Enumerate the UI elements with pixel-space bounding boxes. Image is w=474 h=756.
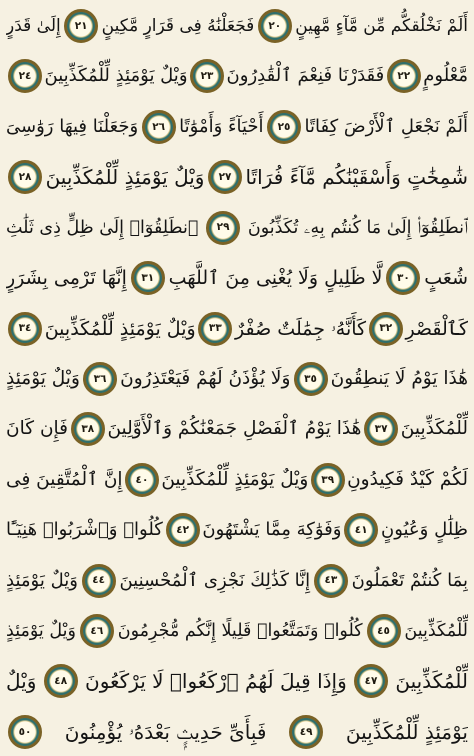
ayah-number-marker <box>125 463 159 497</box>
verse-text: ٱنطَلِقُوٓا۟ إِلَىٰ ظِلٍّ ذِى ثَلَٰثِ <box>6 217 199 238</box>
ayah-number: ٤٥ <box>377 624 390 637</box>
ayah-number-marker <box>82 564 116 598</box>
text-line <box>6 609 468 653</box>
ayah-number-marker <box>258 9 292 43</box>
ayah-number: ٢٧ <box>218 171 232 184</box>
text-line <box>6 307 468 351</box>
verse-text: أَحْيَآءً وَأَمْوَٰتًا <box>179 115 264 137</box>
text-line <box>6 710 468 754</box>
verse-text: إِنَّ ٱلْمُتَّقِينَ فِى <box>6 468 123 490</box>
ayah-number-marker <box>8 160 42 194</box>
ayah-number: ٣٠ <box>396 271 410 284</box>
text-line <box>6 357 468 401</box>
verse-text: وَيْلٌ يَوْمَئِذٍ <box>6 367 80 389</box>
ayah-number-marker <box>354 664 388 698</box>
verse-text: كَٱلْقَصْرِ <box>405 317 468 340</box>
verse-text: وَيْلٌ يَوْمَئِذٍ لِّلْمُكَذِّبِينَ <box>161 468 309 490</box>
ayah-number: ٢٨ <box>18 171 32 184</box>
verse-text: مَّعْلُومٍ <box>423 65 468 87</box>
ayah-number: ٣٨ <box>81 423 95 436</box>
verse-text: إِلَىٰ قَدَرٍ <box>6 16 61 36</box>
ayah-number: ٢٥ <box>277 120 291 133</box>
verse-text: ظِلَٰلٍ وَعُيُونٍ <box>380 519 468 541</box>
ayah-number-marker <box>344 513 378 547</box>
ayah-number: ٢٣ <box>200 70 214 83</box>
verse-text: إِنَّا كَذَٰلِكَ نَجْزِى ٱلْمُحْسِنِينَ <box>119 569 311 591</box>
ayah-number-marker <box>190 59 224 93</box>
ayah-number: ٤٩ <box>299 725 313 738</box>
ayah-number-marker <box>314 564 348 598</box>
ayah-number: ٣٤ <box>18 322 32 335</box>
ayah-number: ٣٣ <box>208 322 222 335</box>
verse-text: لِّلْمُكَذِّبِينَ <box>404 621 468 642</box>
ayah-number: ٢٦ <box>152 120 166 133</box>
ayah-number: ٤٢ <box>176 523 190 536</box>
verse-text: شَٰمِخَٰتٍ وَأَسْقَيْنَٰكُم مَّآءً فُرَاتًا <box>245 165 468 190</box>
ayah-number-marker <box>369 312 403 346</box>
ayah-number-marker <box>8 312 42 346</box>
ayah-number-marker <box>267 110 301 144</box>
verse-text: وَلَا يُؤْذَنُ لَهُمْ فَيَعْتَذِرُونَ <box>120 367 291 389</box>
verse-text: وَيْلٌ يَوْمَئِذٍ <box>6 569 78 591</box>
ayah-number: ٢١ <box>74 19 88 32</box>
verse-text: هَٰذَا يَوْمُ ٱلْفَصْلِ جَمَعْنَٰكُمْ وَٱلْأَوَّلِينَ <box>107 418 362 440</box>
ayah-number: ٤٨ <box>54 675 68 688</box>
text-line <box>6 659 468 703</box>
ayah-number: ٣٦ <box>93 372 107 385</box>
ayah-number-marker <box>80 614 114 648</box>
verse-text: وَيْلٌ يَوْمَئِذٍ لِّلْمُكَذِّبِينَ <box>45 165 205 190</box>
ayah-number: ٤٧ <box>364 675 378 688</box>
verse-text: هَٰذَا يَوْمُ لَا يَنطِقُونَ <box>330 367 468 389</box>
verse-text: وَفَوَٰكِهَ مِمَّا يَشْتَهُونَ <box>202 519 342 541</box>
verse-text: وَيْلٌ يَوْمَئِذٍ <box>6 621 76 642</box>
ayah-number-marker <box>367 614 401 648</box>
ayah-number: ٢٩ <box>216 221 230 234</box>
text-line <box>6 54 468 98</box>
verse-text: كُلُوا۟ وَٱشْرَبُوا۟ هَنِيٓـًٔا <box>6 519 163 541</box>
ayah-number-marker <box>386 261 420 295</box>
ayah-number: ٤٠ <box>135 473 149 486</box>
verse-text: وَيْلٌ يَوْمَئِذٍ لِّلْمُكَذِّبِينَ <box>44 65 188 87</box>
text-line <box>6 256 468 300</box>
verse-text: وَجَعَلْنَا فِيهَا رَوَٰسِىَ <box>6 115 139 137</box>
verse-text: لِّلْمُكَذِّبِينَ <box>400 418 468 440</box>
ayah-number-marker <box>44 664 78 698</box>
ayah-number: ٣١ <box>141 271 155 284</box>
ayah-number: ٤٣ <box>324 574 338 587</box>
ayah-number-marker <box>8 59 42 93</box>
ayah-number: ٢٢ <box>397 70 411 83</box>
verse-text: ٱنطَلِقُوٓا۟ إِلَىٰ مَا كُنتُم بِهِۦ تُكَذِّبُونَ <box>247 217 468 238</box>
text-line <box>6 407 468 451</box>
ayah-number: ٤٦ <box>90 624 104 637</box>
verse-text: شُعَبٍ <box>424 267 468 290</box>
verse-text: أَلَمْ نَجْعَلِ ٱلْأَرْضَ كِفَاتًا <box>304 115 468 137</box>
verse-text: كُلُوا۟ وَتَمَتَّعُوا۟ قَلِيلًا إِنَّكُم مُّجْرِمُونَ <box>117 621 363 642</box>
ayah-number-marker <box>294 362 328 396</box>
ayah-number-marker <box>364 412 398 446</box>
verse-text: أَلَمْ نَخْلُقكُّم مِّن مَّآءٍ مَّهِينٍ <box>295 16 468 36</box>
verse-text: فَجَعَلْنَٰهُ فِى قَرَارٍ مَّكِينٍ <box>101 16 255 36</box>
ayah-number: ٣٥ <box>304 372 317 385</box>
verse-text: فَقَدَرْنَا فَنِعْمَ ٱلْقَٰدِرُونَ <box>226 65 385 87</box>
ayah-number: ٢٠ <box>268 19 282 32</box>
ayah-number: ٢٤ <box>18 70 32 83</box>
verse-text: فَبِأَىِّ حَدِيثٍۭ بَعْدَهُۥ يُؤْمِنُونَ <box>64 719 267 744</box>
ayah-number-marker <box>206 211 240 245</box>
ayah-number-marker <box>166 513 200 547</box>
ayah-number-marker <box>71 412 105 446</box>
text-line <box>6 206 468 250</box>
ayah-number-marker <box>198 312 232 346</box>
ayah-number-marker <box>142 110 176 144</box>
text-line <box>6 4 468 48</box>
text-line <box>6 508 468 552</box>
verse-text: وَإِذَا قِيلَ لَهُمُ ٱرْكَعُوا۟ لَا يَرْكَعُونَ <box>85 669 347 694</box>
ayah-number: ٤٤ <box>92 574 106 587</box>
verse-text: لَّا ظَلِيلٍ وَلَا يُغْنِى مِنَ ٱللَّهَبِ <box>168 267 383 290</box>
text-line <box>6 559 468 603</box>
verse-text: يَوْمَئِذٍ لِّلْمُكَذِّبِينَ <box>345 719 468 744</box>
verse-text: بِمَا كُنتُمْ تَعْمَلُونَ <box>351 569 468 591</box>
text-line <box>6 155 468 199</box>
verse-text: لَكُمْ كَيْدٌ فَكِيدُونِ <box>347 468 468 490</box>
verse-text: وَيْلٌ يَوْمَئِذٍ لِّلْمُكَذِّبِينَ <box>44 317 196 340</box>
ayah-number-marker <box>83 362 117 396</box>
ayah-number: ٥٠ <box>18 725 32 738</box>
ayah-number: ٣٧ <box>374 423 388 436</box>
ayah-number: ٤١ <box>354 523 368 536</box>
verse-text: لِّلْمُكَذِّبِينَ <box>395 669 468 694</box>
ayah-number-marker <box>131 261 165 295</box>
text-line <box>6 458 468 502</box>
verse-text: كَأَنَّهُۥ جِمَٰلَتٌ صُفْرٌ <box>235 317 367 340</box>
ayah-number-marker <box>387 59 421 93</box>
text-line <box>6 105 468 149</box>
ayah-number-marker <box>289 715 323 749</box>
ayah-number: ٣٢ <box>379 322 393 335</box>
ayah-number-marker <box>311 463 345 497</box>
verse-text: فَإِن كَانَ <box>6 418 69 440</box>
ayah-number-marker <box>208 160 242 194</box>
ayah-number-marker <box>8 715 42 749</box>
verse-text: إِنَّهَا تَرْمِى بِشَرَرٍ <box>6 267 127 290</box>
verse-text: وَيْلٌ <box>6 669 37 694</box>
ayah-number-marker <box>64 9 98 43</box>
ayah-number: ٣٩ <box>321 473 335 486</box>
